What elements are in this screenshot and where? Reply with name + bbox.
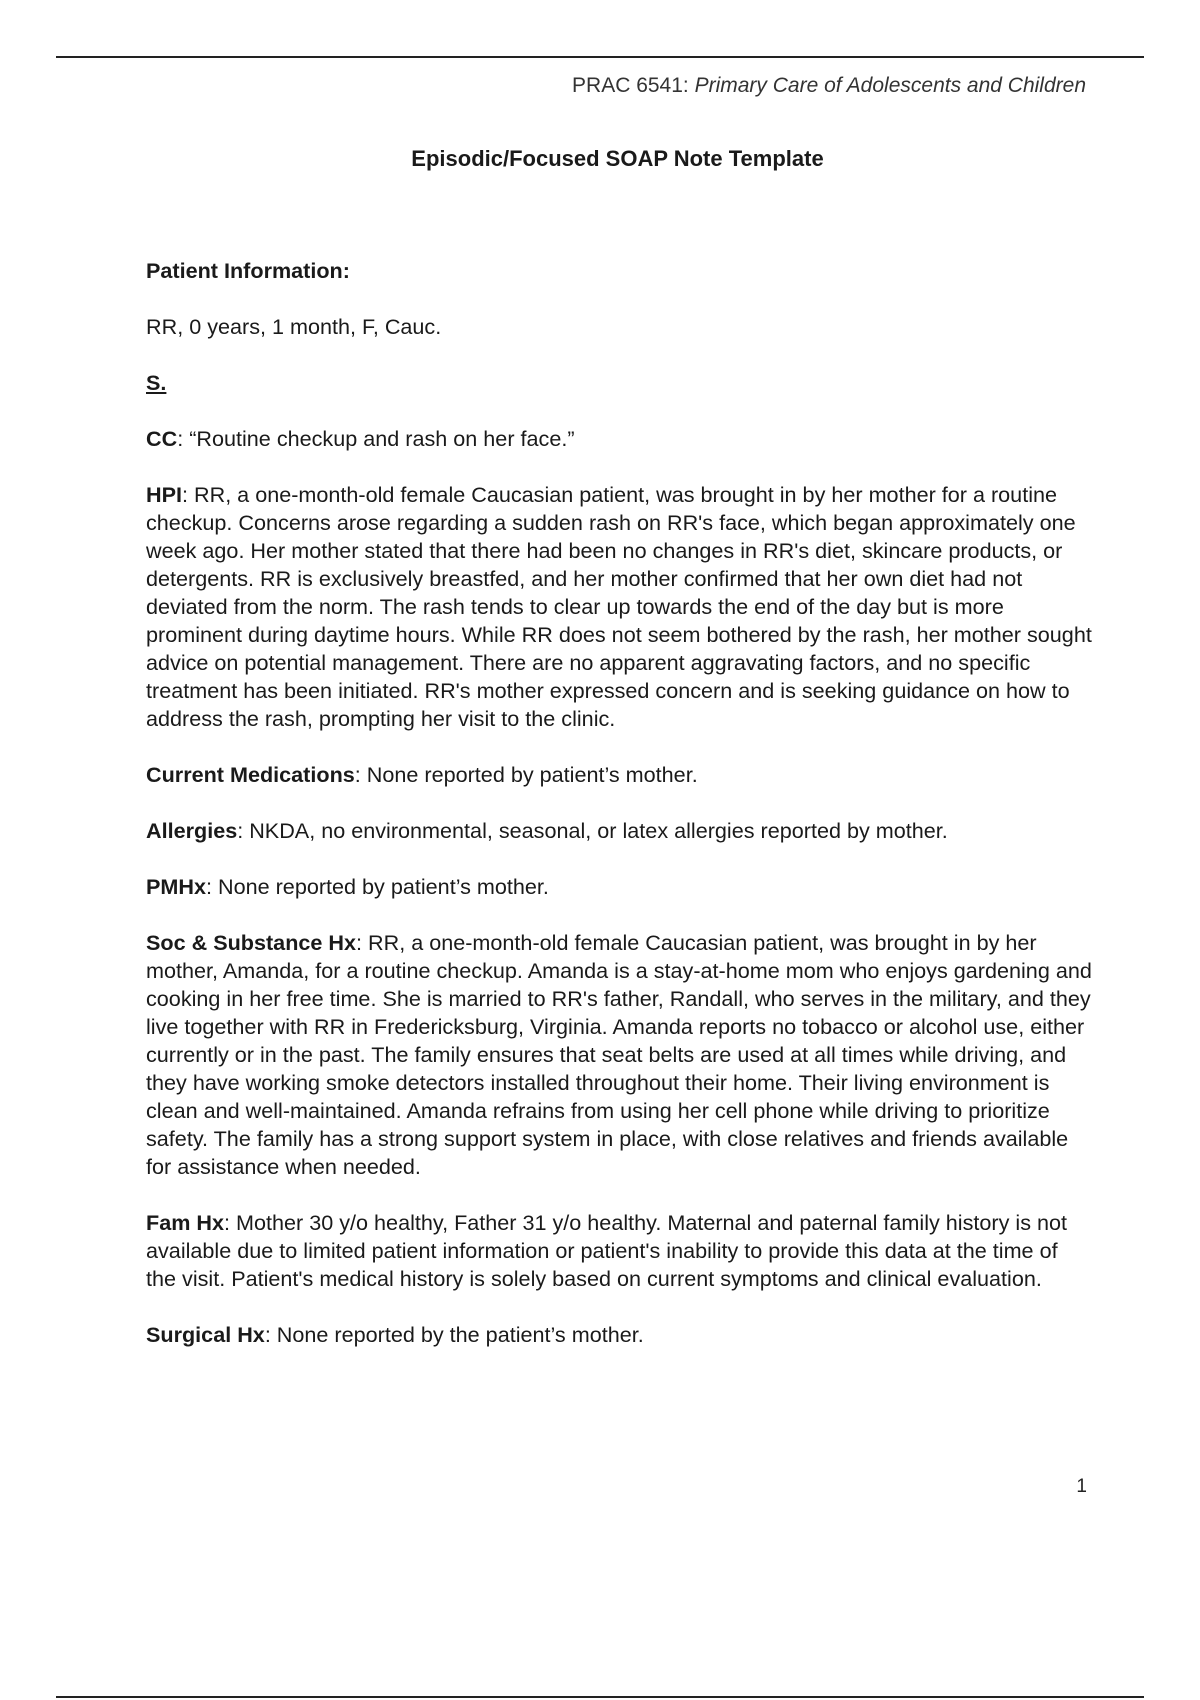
surgical-hx-text: : None reported by the patient’s mother.: [264, 1322, 644, 1347]
soc-hx-label: Soc & Substance Hx: [146, 930, 357, 955]
cc-label: CC: [146, 426, 178, 451]
section-cc: [146, 425, 1092, 453]
surgical-hx-label: Surgical Hx: [146, 1322, 265, 1347]
header-rule: [56, 56, 1144, 58]
patient-info-heading: Patient Information:: [146, 258, 350, 283]
section-soc-substance-hx: [146, 929, 1092, 1181]
section-fam-hx: [146, 1209, 1092, 1293]
course-title: Primary Care of Adolescents and Children: [694, 74, 1086, 97]
section-allergies: [146, 817, 1092, 845]
hpi-text: : RR, a one-month-old female Caucasian patient, was brought in by her mother for a routine checkup. Concerns arose regarding a sudden rash on RR's face, which began approximately one week ago. Her mother stated that there had been no changes in RR's diet, skincare products, or detergents. RR is exclusively breastfed, and her mother confirmed that her own diet had not deviated from the norm. The rash tends to clear up towards the end of the day but is more prominent during daytime hours. While RR does not seem bothered by the rash, her mother sought advice on potential management. There are no apparent aggravating factors, and no specific treatment has been initiated. RR's mother expressed concern and is seeking guidance on how to address the rash, prompting her visit to the clinic.: [146, 482, 1092, 731]
fam-hx-label: Fam Hx: [146, 1210, 225, 1235]
medications-text: : None reported by patient’s mother.: [354, 762, 698, 787]
section-pmhx: [146, 873, 1092, 901]
section-hpi: [146, 481, 1092, 733]
page-number: 1: [1076, 1476, 1087, 1497]
subjective-heading: S.: [146, 370, 167, 395]
medications-label: Current Medications: [146, 762, 355, 787]
note-body: [146, 257, 1092, 1377]
fam-hx-text: : Mother 30 y/o healthy, Father 31 y/o healthy. Maternal and paternal family history is not available due to limited patient information or patient's inability to provide this data at the time of the visit. Patient's medical history is solely based on current symptoms and clinical evaluation.: [146, 1210, 1068, 1291]
section-surgical-hx: [146, 1321, 1092, 1349]
course-header: [572, 74, 1086, 98]
cc-text: : “Routine checkup and rash on her face.”: [177, 426, 575, 451]
pmhx-text: : None reported by patient’s mother.: [206, 874, 549, 899]
allergies-label: Allergies: [146, 818, 238, 843]
document-title: Episodic/Focused SOAP Note Template: [411, 146, 824, 171]
footer-rule: [56, 1696, 1144, 1698]
soc-hx-text: : RR, a one-month-old female Caucasian patient, was brought in by her mother, Amanda, for a routine checkup. Amanda is a stay-at-home mom who enjoys gardening and cooking in her free time. She is married to RR's father, Randall, who serves in the military, and they live together with RR in Fredericksburg, Virginia. Amanda reports no tobacco or alcohol use, either currently or in the past. The family ensures that seat belts are used at all times while driving, and they have working smoke detectors installed throughout their home. Their living environment is clean and well-maintained. Amanda refrains from using her cell phone while driving to prioritize safety. The family has a strong support system in place, with close relatives and friends available for assistance when needed.: [146, 930, 1092, 1179]
patient-summary: RR, 0 years, 1 month, F, Cauc.: [146, 314, 442, 339]
hpi-label: HPI: [146, 482, 182, 507]
pmhx-label: PMHx: [146, 874, 206, 899]
allergies-text: : NKDA, no environmental, seasonal, or latex allergies reported by mother.: [237, 818, 948, 843]
course-code: PRAC 6541:: [572, 74, 695, 97]
section-current-medications: [146, 761, 1092, 789]
